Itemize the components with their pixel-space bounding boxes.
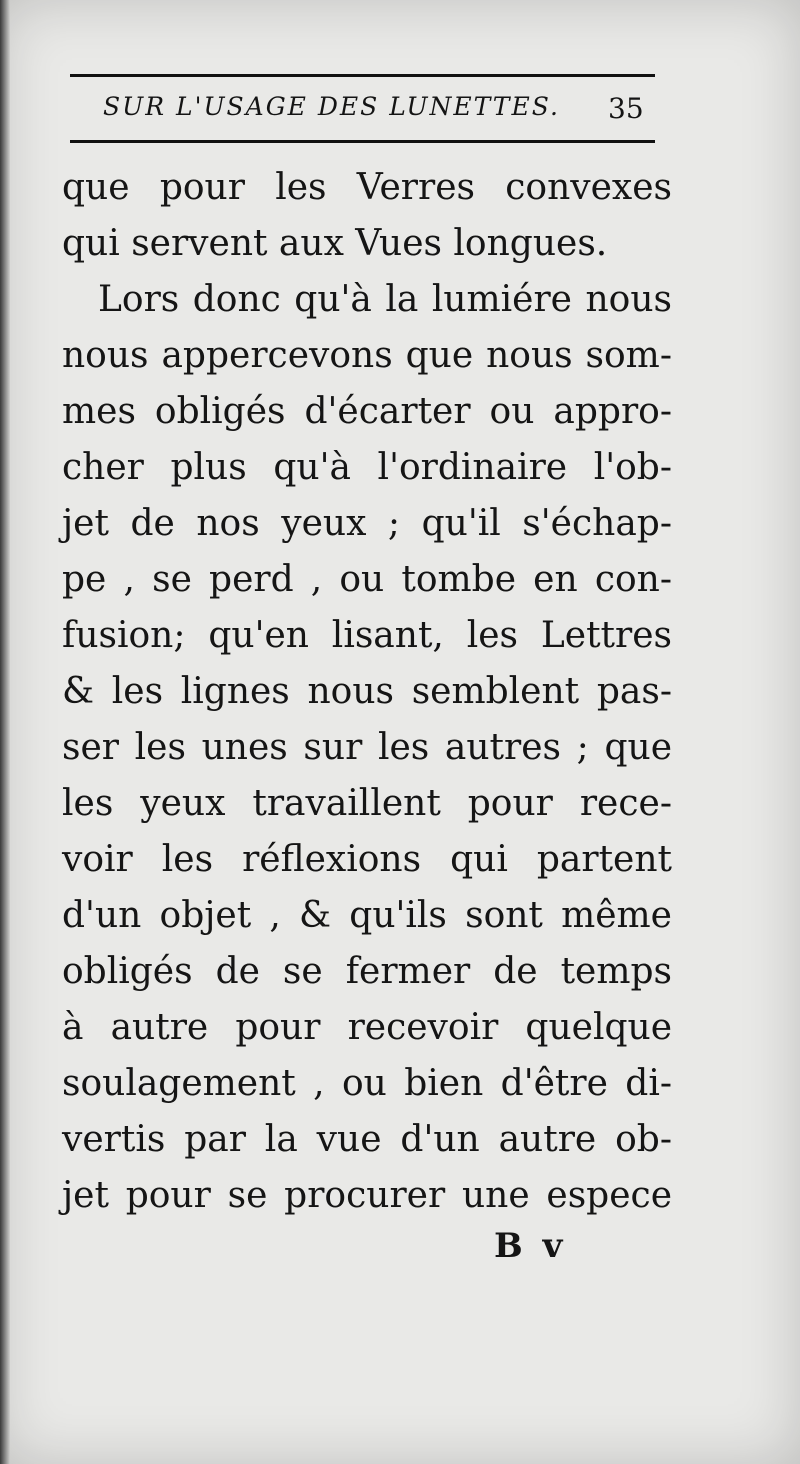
text-line: d'un objet , & qu'ils sont même: [62, 895, 672, 936]
running-head: SUR L'USAGE DES LUNETTES.: [103, 92, 560, 121]
text-line: vertis par la vue d'un autre ob-: [62, 1119, 672, 1160]
text-line: jet de nos yeux ; qu'il s'échap-: [62, 503, 672, 544]
header-bottom-rule: [70, 140, 655, 143]
text-line: à autre pour recevoir quelque: [62, 1007, 672, 1048]
signature-mark: B v: [494, 1226, 567, 1266]
text-line: qui servent aux Vues longues.: [62, 223, 608, 264]
text-line: nous appercevons que nous som-: [62, 335, 672, 376]
text-line: les yeux travaillent pour rece-: [62, 783, 672, 824]
page-gutter-shadow: [0, 0, 10, 1464]
text-line: obligés de se fermer de temps: [62, 951, 672, 992]
text-line: que pour les Verres convexes: [62, 167, 672, 208]
text-line: Lors donc qu'à la lumiére nous: [98, 279, 672, 320]
text-line: & les lignes nous semblent pas-: [62, 671, 672, 712]
text-line: ser les unes sur les autres ; que: [62, 727, 672, 768]
text-line: jet pour se procurer une espece: [62, 1175, 672, 1216]
text-line: mes obligés d'écarter ou appro-: [62, 391, 672, 432]
text-line: soulagement , ou bien d'être di-: [62, 1063, 672, 1104]
body-text: [62, 160, 672, 1224]
text-line: fusion; qu'en lisant, les Lettres: [62, 615, 672, 656]
text-line: cher plus qu'à l'ordinaire l'ob-: [62, 447, 672, 488]
text-line: pe , se perd , ou tombe en con-: [62, 559, 672, 600]
header-top-rule: [70, 74, 655, 77]
text-line: voir les réflexions qui partent: [62, 839, 672, 880]
page-number: 35: [608, 92, 644, 125]
